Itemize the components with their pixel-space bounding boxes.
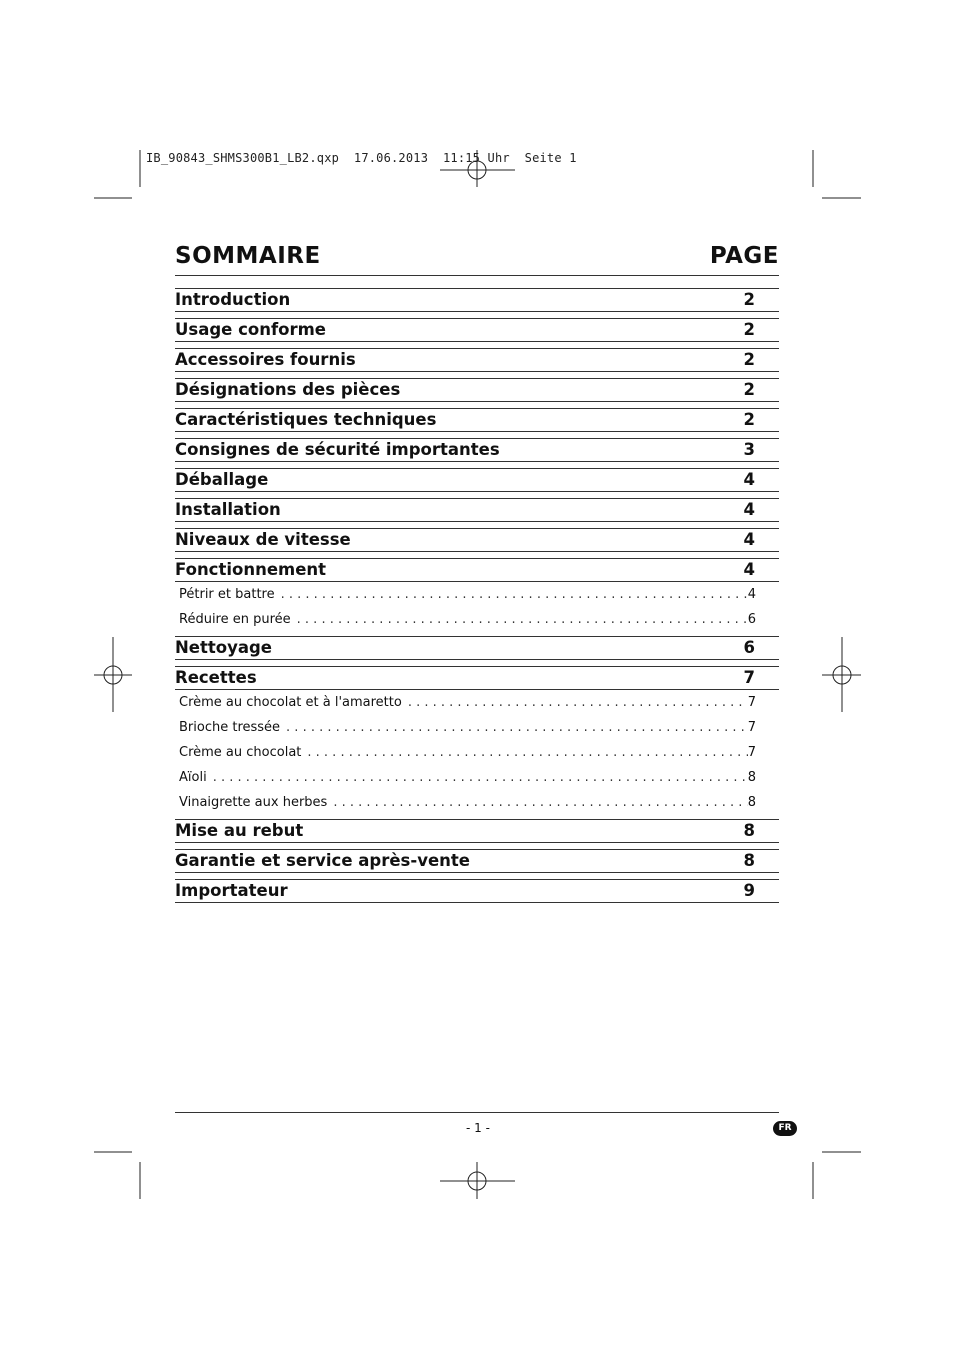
toc-entry[interactable] — [175, 378, 779, 402]
toc-entry[interactable] — [175, 528, 779, 552]
dot-leader — [286, 715, 748, 740]
entry-title: Déballage — [175, 470, 269, 489]
entry-title: Caractéristiques techniques — [175, 410, 437, 429]
entry-page: 7 — [747, 720, 756, 735]
toc-subentry[interactable] — [175, 790, 779, 815]
toc-entry[interactable] — [175, 819, 779, 843]
entry-title: Réduire en purée — [179, 612, 291, 627]
dot-leader — [297, 607, 748, 632]
entry-title: Vinaigrette aux herbes — [179, 795, 328, 810]
entry-page: 8 — [743, 851, 755, 870]
entry-title: Consignes de sécurité importantes — [175, 440, 500, 459]
entry-page: 4 — [743, 500, 755, 519]
entry-page: 6 — [743, 638, 755, 657]
toc-entry[interactable] — [175, 666, 779, 690]
entry-title: Recettes — [175, 668, 257, 687]
entry-title: Pétrir et battre — [179, 587, 275, 602]
entry-title: Installation — [175, 500, 281, 519]
entry-page: 2 — [743, 380, 755, 399]
entry-title: Crème au chocolat — [179, 745, 302, 760]
entry-title: Nettoyage — [175, 638, 273, 657]
toc-entry[interactable] — [175, 318, 779, 342]
entry-page: 4 — [743, 560, 755, 579]
entry-page: 2 — [743, 320, 755, 339]
entry-title: Mise au rebut — [175, 821, 304, 840]
dot-leader — [281, 582, 748, 607]
toc-entry[interactable] — [175, 498, 779, 522]
toc-entry[interactable] — [175, 408, 779, 432]
entry-page: 4 — [743, 470, 755, 489]
entry-page: 6 — [747, 612, 756, 627]
toc-entry[interactable] — [175, 288, 779, 312]
entry-page: 7 — [743, 668, 755, 687]
entry-page: 4 — [747, 587, 756, 602]
entry-page: 8 — [743, 821, 755, 840]
footer-rule — [175, 1112, 779, 1113]
entry-title: Accessoires fournis — [175, 350, 356, 369]
toc-subentry[interactable] — [175, 765, 779, 790]
toc-subentry[interactable] — [175, 582, 779, 607]
entry-page: 8 — [747, 770, 756, 785]
toc-subentry[interactable] — [175, 690, 779, 715]
entry-page: 7 — [747, 745, 756, 760]
toc-subentry[interactable] — [175, 607, 779, 632]
entry-title: Fonctionnement — [175, 560, 327, 579]
page-number: - 1 - — [466, 1121, 490, 1135]
entry-title: Garantie et service après-vente — [175, 851, 470, 870]
print-slug: IB_90843_SHMS300B1_LB2.qxp 17.06.2013 11:15 Uhr Seite 1 — [146, 151, 577, 165]
dot-leader — [307, 740, 747, 765]
entry-title: Crème au chocolat et à l'amaretto — [179, 695, 402, 710]
toc-entry[interactable] — [175, 348, 779, 372]
toc-entry[interactable] — [175, 636, 779, 660]
dot-leader — [333, 790, 747, 815]
toc-subentry[interactable] — [175, 715, 779, 740]
toc-entry[interactable] — [175, 468, 779, 492]
toc-header — [175, 243, 779, 276]
entry-page: 8 — [747, 795, 756, 810]
toc-subentry[interactable] — [175, 740, 779, 765]
toc-entry[interactable] — [175, 849, 779, 873]
toc-entry[interactable] — [175, 438, 779, 462]
entry-title: Introduction — [175, 290, 291, 309]
dot-leader — [213, 765, 748, 790]
entry-title: Brioche tressée — [179, 720, 281, 735]
entry-title: Usage conforme — [175, 320, 326, 339]
entry-page: 3 — [743, 440, 755, 459]
dot-leader — [408, 690, 748, 715]
toc-entries — [175, 288, 779, 903]
entry-title: Niveaux de vitesse — [175, 530, 351, 549]
toc-entry[interactable] — [175, 879, 779, 903]
toc-page-label: PAGE — [709, 243, 779, 269]
language-badge: FR — [773, 1121, 797, 1136]
toc-entry[interactable] — [175, 558, 779, 582]
table-of-contents — [175, 243, 779, 909]
entry-title: Importateur — [175, 881, 288, 900]
entry-page: 2 — [743, 410, 755, 429]
entry-page: 2 — [743, 290, 755, 309]
entry-page: 9 — [743, 881, 755, 900]
entry-page: 2 — [743, 350, 755, 369]
entry-page: 4 — [743, 530, 755, 549]
entry-page: 7 — [747, 695, 756, 710]
entry-title: Aïoli — [179, 770, 207, 785]
toc-title: SOMMAIRE — [175, 243, 321, 269]
entry-title: Désignations des pièces — [175, 380, 401, 399]
